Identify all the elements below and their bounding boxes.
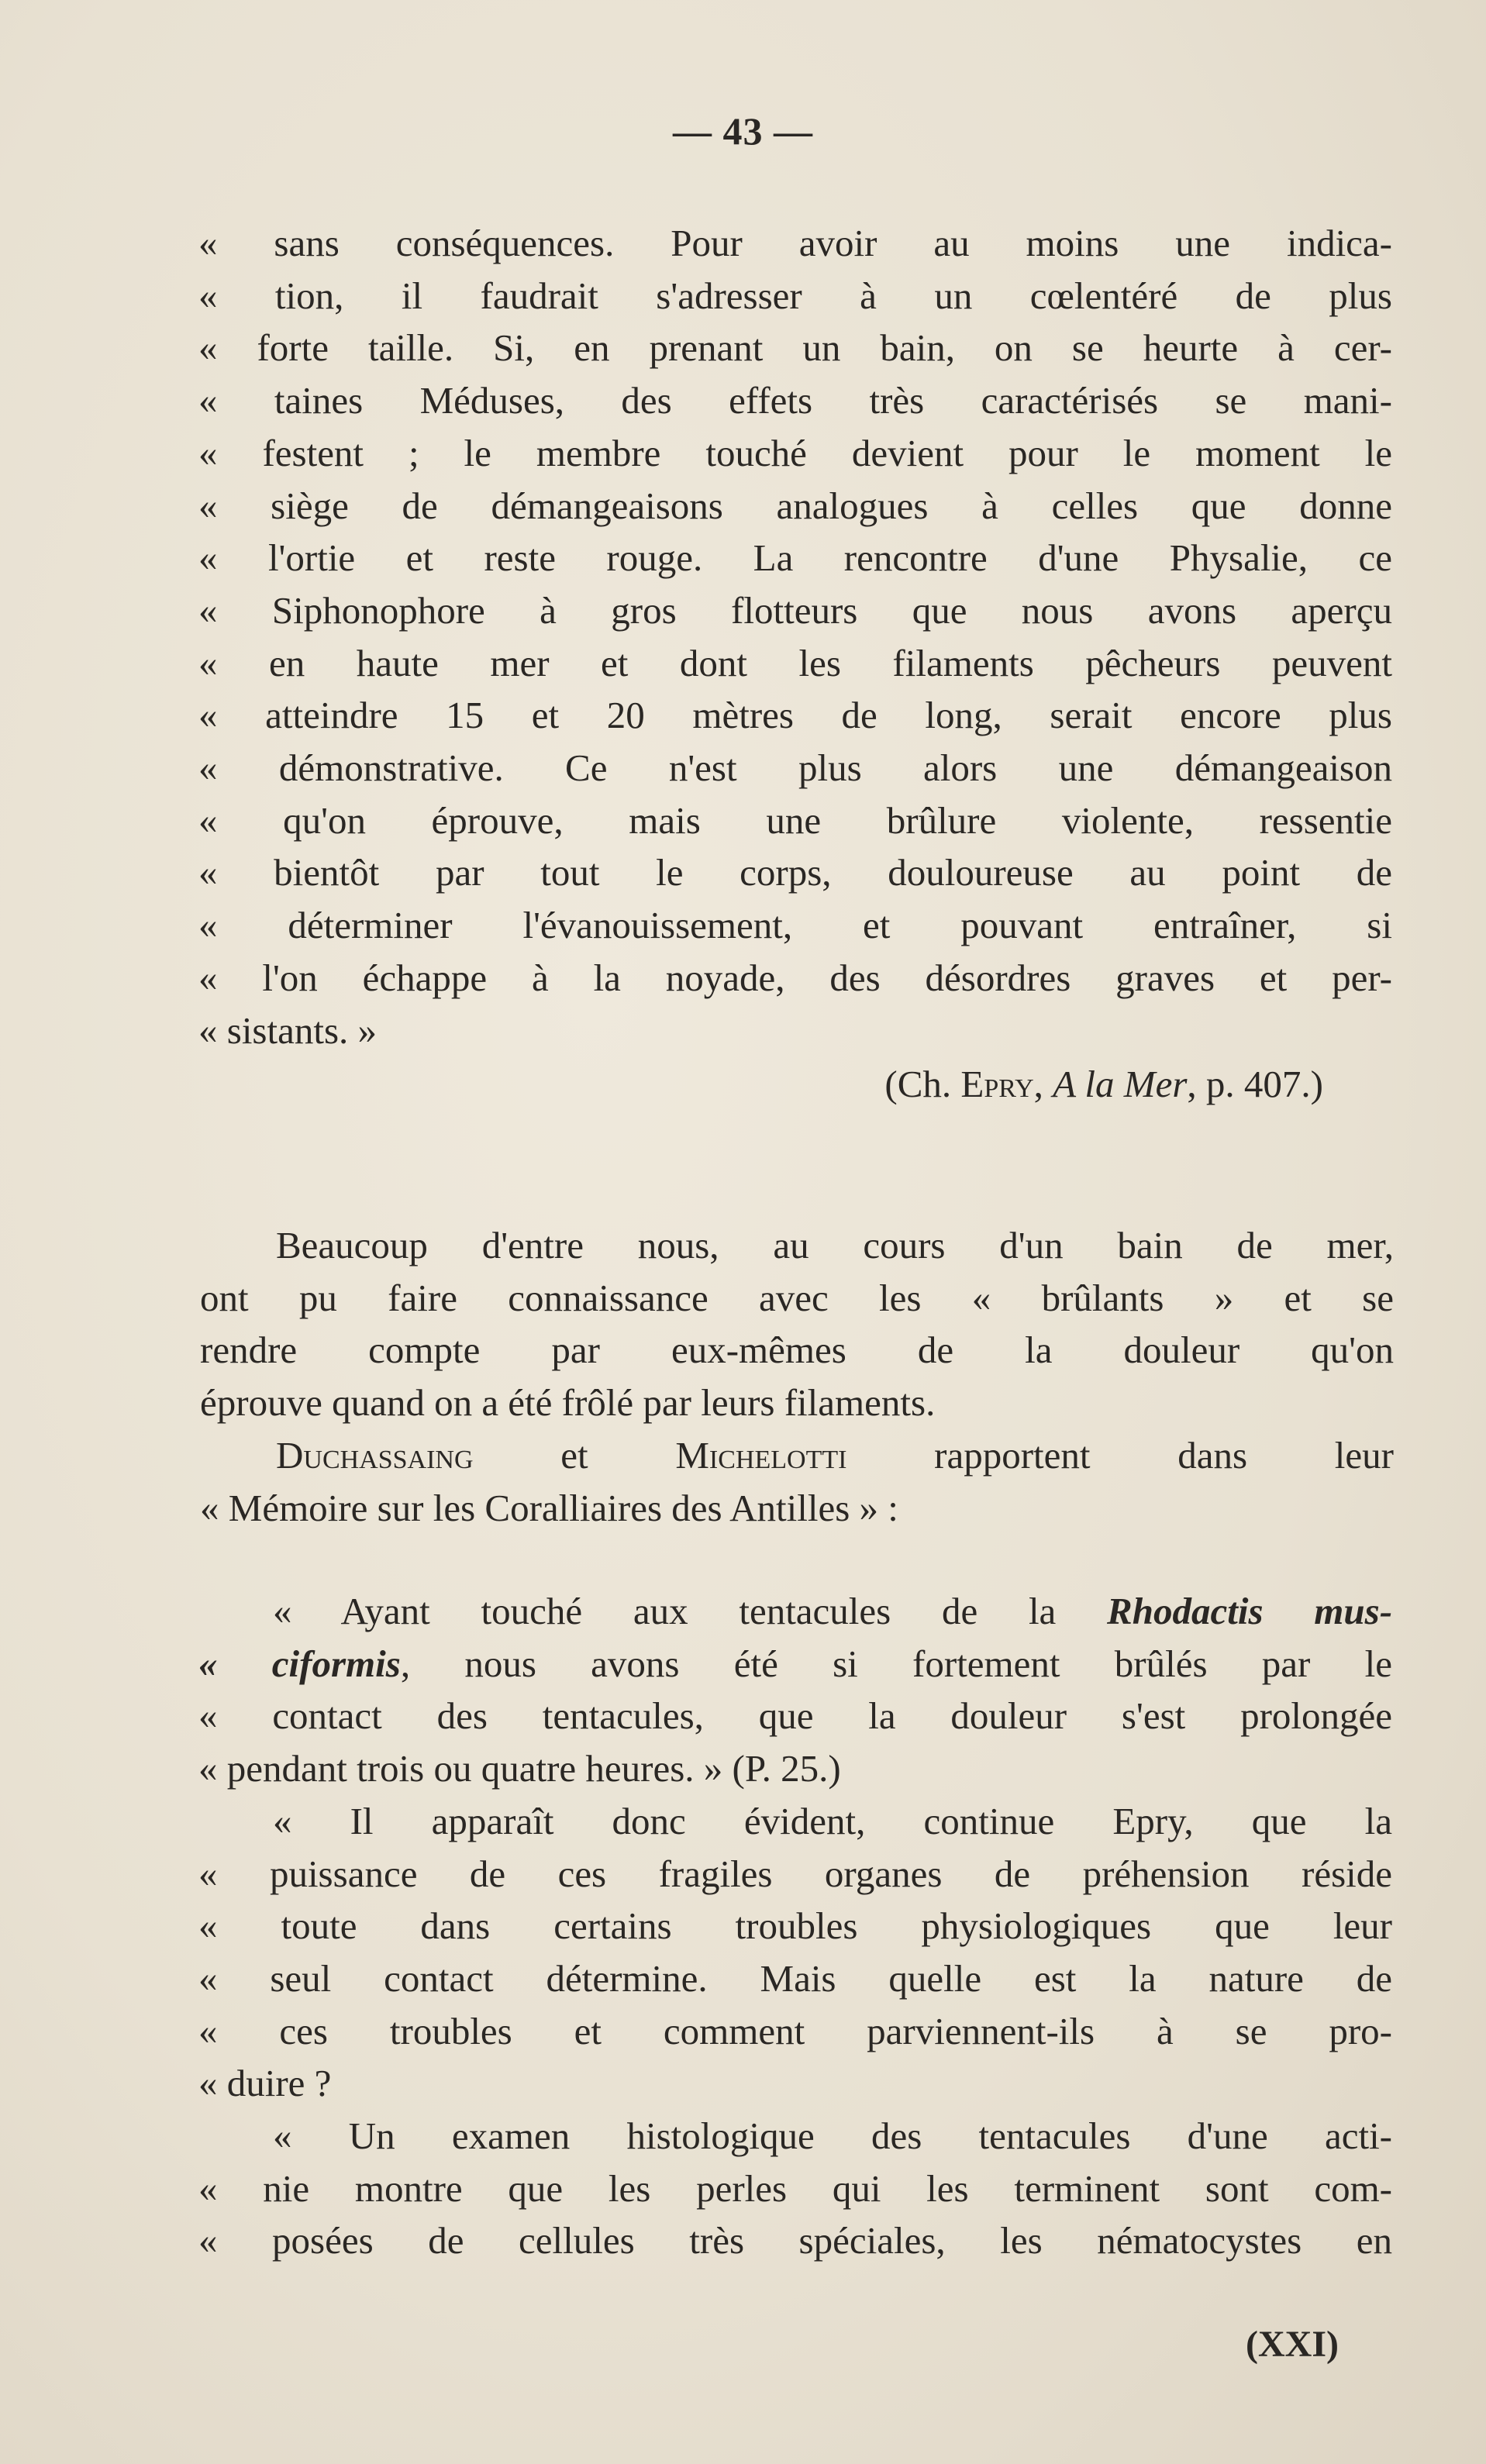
duchassaing-rest: rapportent dans leur bbox=[846, 1433, 1394, 1477]
text-line: « Il apparaît donc évident, continue Epry, que la bbox=[273, 1799, 1392, 1842]
species-name-cont: « ciformis bbox=[198, 1642, 401, 1685]
text-line: « sans conséquences. Pour avoir au moins une indica- bbox=[198, 222, 1392, 264]
rhodactis-line2-rest: , nous avons été si fortement brûlés par le bbox=[400, 1642, 1392, 1685]
text-line: « contact des tentacules, que la douleur s'est prolongée bbox=[198, 1694, 1392, 1738]
author-duchassaing: Duchassaing bbox=[276, 1433, 474, 1477]
text-line: « déterminer l'évanouissement, et pouvant entraîner, si bbox=[198, 904, 1392, 947]
text-line: « l'on échappe à la noyade, des désordres graves et per- bbox=[198, 956, 1392, 999]
quote-block bbox=[198, 217, 1392, 1056]
text-line: « duire ? bbox=[198, 2062, 332, 2105]
text-line: « nie montre que les perles qui les terminent sont com- bbox=[198, 2166, 1392, 2210]
text-line: ont pu faire connaissance avec les « brûlants » et se bbox=[200, 1276, 1394, 1319]
species-name: Rhodactis mus- bbox=[1107, 1590, 1393, 1632]
text-line: éprouve quand on a été frôlé par leurs filaments. bbox=[200, 1381, 936, 1425]
text-line: « Un examen histologique des tentacules d'une acti- bbox=[273, 2114, 1392, 2158]
citation-sep: , bbox=[1033, 1063, 1053, 1105]
text-line: « toute dans certains troubles physiologiques que leur bbox=[198, 1904, 1392, 1948]
citation-open: (Ch. bbox=[884, 1063, 961, 1105]
text-line: « taines Méduses, des effets très caractérisés se mani- bbox=[198, 379, 1392, 422]
text-line: « puissance de ces fragiles organes de préhension réside bbox=[198, 1852, 1392, 1895]
text-line: « forte taille. Si, en prenant un bain, on se heurte à cer- bbox=[198, 326, 1392, 370]
text-line: « siège de démangeaisons analogues à celles que donne bbox=[198, 484, 1392, 527]
page-number: — 43 — bbox=[673, 109, 813, 153]
text-line: « pendant trois ou quatre heures. » (P. 25.) bbox=[198, 1747, 841, 1790]
text-line: « sistants. » bbox=[198, 1008, 378, 1052]
text-line: « ces troubles et comment parviennent-ils à se pro- bbox=[198, 2009, 1392, 2052]
citation-author: Epry bbox=[960, 1063, 1034, 1105]
text-line: « seul contact détermine. Mais quelle est la nature de bbox=[198, 1956, 1392, 2000]
text-line: rendre compte par eux-mêmes de la douleur qu'on bbox=[200, 1328, 1394, 1372]
author-michelotti: Michelotti bbox=[675, 1433, 847, 1477]
text-line: « en haute mer et dont les filaments pêcheurs peuvent bbox=[198, 641, 1392, 684]
rhodactis-line1-pre: « Ayant touché aux tentacules de la bbox=[273, 1590, 1108, 1632]
text-line: « tion, il faudrait s'adresser à un cœlentéré de plus bbox=[198, 274, 1392, 317]
citation-rest: , p. 407.) bbox=[1187, 1063, 1323, 1105]
quote-rhodactis-block bbox=[198, 1585, 1392, 2267]
citation bbox=[884, 1062, 1323, 1106]
text-line: « démonstrative. Ce n'est plus alors une démangeaison bbox=[198, 746, 1392, 790]
text-line bbox=[198, 1585, 1392, 1638]
text-line: Beaucoup d'entre nous, au cours d'un bain de mer, bbox=[276, 1224, 1394, 1266]
paragraph-beaucoup bbox=[200, 1219, 1394, 1534]
author-and: et bbox=[473, 1433, 676, 1477]
text-line: « Siphonophore à gros flotteurs que nous avons aperçu bbox=[198, 588, 1392, 632]
text-line: « bientôt par tout le corps, douloureuse au point de bbox=[198, 851, 1392, 894]
text-line: « festent ; le membre touché devient pour le moment le bbox=[198, 431, 1392, 474]
text-line: « Mémoire sur les Coralliaires des Antilles » : bbox=[200, 1486, 898, 1529]
citation-title: A la Mer bbox=[1053, 1063, 1188, 1105]
text-line bbox=[200, 1429, 1394, 1482]
text-line bbox=[198, 1638, 1392, 1690]
text-line: « l'ortie et reste rouge. La rencontre d'une Physalie, ce bbox=[198, 536, 1392, 580]
text-line: « posées de cellules très spéciales, les nématocystes en bbox=[198, 2219, 1392, 2262]
text-line: « atteindre 15 et 20 mètres de long, serait encore plus bbox=[198, 694, 1392, 737]
text-line: « qu'on éprouve, mais une brûlure violente, ressentie bbox=[198, 798, 1392, 842]
footer-signature: (XXI) bbox=[1246, 2324, 1339, 2365]
